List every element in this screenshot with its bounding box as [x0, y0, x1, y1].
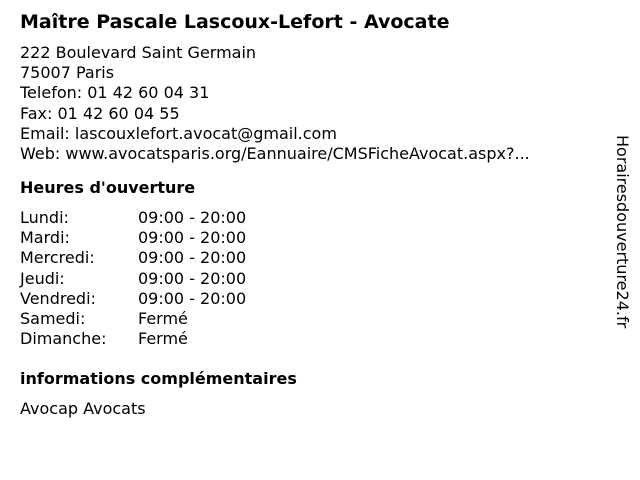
hours-time: Fermé	[138, 308, 188, 328]
additional-info-heading: informations complémentaires	[20, 368, 297, 388]
watermark-text: Horairesdouverture24.fr	[613, 135, 632, 329]
hours-row	[20, 248, 600, 268]
address-city: 75007 Paris	[20, 63, 115, 83]
hours-day: Dimanche:	[20, 328, 107, 348]
hours-row	[20, 309, 600, 329]
address-street: 222 Boulevard Saint Germain	[20, 43, 257, 62]
additional-info-text: Avocap Avocats	[20, 398, 146, 418]
email-address: Email: lascouxlefort.avocat@gmail.com	[20, 123, 337, 143]
hours-time: 09:00 - 20:00	[138, 248, 247, 268]
fax-number: Fax: 01 42 60 04 55	[20, 103, 180, 123]
hours-row	[20, 329, 600, 349]
page-title: Maître Pascale Lascoux-Lefort - Avocate	[20, 11, 450, 33]
hours-time: Fermé	[138, 328, 188, 348]
hours-day: Mardi:	[20, 228, 70, 248]
hours-time: 09:00 - 20:00	[138, 208, 247, 228]
opening-hours-heading: Heures d'ouverture	[20, 178, 196, 198]
hours-day: Vendredi:	[20, 288, 96, 308]
hours-time: 09:00 - 20:00	[138, 268, 247, 288]
hours-row	[20, 208, 600, 228]
website-url: Web: www.avocatsparis.org/Eannuaire/CMSFicheAvocat.aspx?...	[20, 144, 530, 164]
hours-row	[20, 228, 600, 248]
hours-day: Jeudi:	[20, 268, 65, 288]
opening-hours-table	[20, 208, 600, 349]
business-card	[20, 10, 600, 419]
hours-row	[20, 289, 600, 309]
site-watermark	[610, 135, 634, 342]
hours-day: Samedi:	[20, 308, 86, 328]
contact-block	[20, 43, 600, 164]
hours-row	[20, 269, 600, 289]
hours-time: 09:00 - 20:00	[138, 228, 247, 248]
hours-time: 09:00 - 20:00	[138, 288, 247, 308]
hours-day: Lundi:	[20, 208, 69, 228]
phone-number: Telefon: 01 42 60 04 31	[20, 83, 210, 103]
hours-day: Mercredi:	[20, 248, 95, 268]
